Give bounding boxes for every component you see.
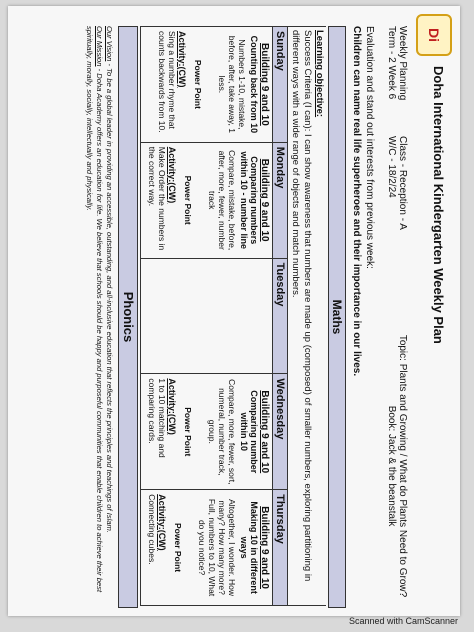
day-topic: Building 9 and 10 bbox=[259, 43, 270, 126]
day-column bbox=[141, 259, 287, 375]
class-label: Class - Reception - A bbox=[397, 136, 408, 230]
day-body bbox=[141, 374, 272, 489]
class-info bbox=[386, 136, 408, 256]
week-commencing-label: W/C - 18/2/24 bbox=[386, 136, 397, 198]
day-body bbox=[141, 143, 272, 258]
day-body bbox=[141, 27, 272, 142]
vision-line bbox=[104, 26, 114, 606]
day-powerpoint: Power Point bbox=[183, 407, 193, 457]
day-topic: Building 9 and 10 bbox=[259, 506, 270, 589]
day-activity-label: Activity:(CW) bbox=[157, 494, 167, 551]
day-subtopic: Making 10 in different ways bbox=[239, 501, 259, 594]
day-subtopic: Comparing numbers within 10 - number line bbox=[239, 151, 259, 249]
evaluation-line1: Evaluation and stand out interests from previous week: bbox=[364, 26, 375, 269]
day-column bbox=[141, 490, 287, 605]
plan-info bbox=[380, 26, 408, 606]
learning-objective-text: Success Criteria (I can): I can show awareness that numbers are made up (composed) of smaller numbers, exploring partitioning in different ways with a wide range of objects and match numbers. bbox=[290, 30, 313, 582]
day-powerpoint: Power Point bbox=[173, 523, 183, 573]
day-body bbox=[141, 259, 272, 374]
day-column bbox=[141, 143, 287, 259]
day-heading: Thursday bbox=[272, 490, 287, 605]
day-powerpoint: Power Point bbox=[193, 59, 203, 109]
day-heading: Tuesday bbox=[272, 259, 287, 374]
day-body bbox=[141, 490, 272, 605]
day-description: Compare, more, fewer, sort, numeral, number track, group. bbox=[207, 379, 237, 485]
maths-band: Maths bbox=[328, 26, 346, 608]
day-description: Compare, mistake, before, after, more, fewer, number track bbox=[207, 150, 237, 251]
term-week-label: Term - 2 Week 6 bbox=[386, 26, 397, 100]
day-heading: Sunday bbox=[272, 27, 287, 142]
vision-mission bbox=[84, 26, 114, 606]
day-heading: Wednesday bbox=[272, 374, 287, 489]
day-subtopic: Counting back from 10 bbox=[249, 35, 259, 134]
day-activity-label: Activity:(CW) bbox=[167, 378, 177, 435]
term-info bbox=[386, 26, 408, 126]
evaluation bbox=[350, 26, 376, 606]
school-title: Doha International Kindergarten Weekly Plan bbox=[431, 66, 446, 344]
school-logo bbox=[416, 14, 452, 56]
mission-label: Our Mission bbox=[95, 26, 104, 67]
day-activity-desc: Make Order the numbers in the correct way. bbox=[147, 146, 167, 251]
day-heading: Monday bbox=[272, 143, 287, 258]
vision-text: - To be a global leader in providing an accessible, outstanding, and all-inclusive education that reflects the principles and teachings of Islam. bbox=[105, 61, 114, 533]
day-activity-desc: Sing a number rhyme that counts backwards from 10. bbox=[157, 31, 177, 133]
document-page bbox=[8, 6, 460, 616]
mission-line bbox=[84, 26, 104, 606]
day-activity-desc: 1 to 10 matching and comparing cards. bbox=[147, 378, 167, 458]
learning-objective bbox=[288, 26, 326, 606]
mission-text: - Doha Academy offers an education for life. We believe that schools should be happy and purposeful communities that enable children to achieve their best spiritually, morally, socially, intellectually and physically. bbox=[85, 26, 104, 593]
day-subtopic: Comparing number within 10 bbox=[239, 390, 259, 474]
day-activity-desc: Connecting cubes. bbox=[147, 494, 157, 565]
phonics-band: Phonics bbox=[118, 26, 138, 608]
topic-info bbox=[386, 326, 408, 606]
learning-objective-label: Learning objective: bbox=[314, 30, 325, 118]
day-column bbox=[141, 374, 287, 490]
topic-label: Topic: Plants and Growing / What do Plants Need to Grow? bbox=[397, 334, 408, 598]
day-powerpoint: Power Point bbox=[183, 175, 193, 225]
vision-label: Our Vision bbox=[105, 26, 114, 62]
book-label: Book: Jack & the beanstalk bbox=[386, 405, 397, 527]
day-topic: Building 9 and 10 bbox=[259, 158, 270, 242]
days-grid bbox=[140, 26, 288, 606]
day-description: Altogether, I wonder. How many? How many more? Full, numbers to 10, What do you notice? bbox=[197, 498, 237, 597]
day-topic: Building 9 and 10 bbox=[259, 390, 270, 474]
day-activity-label: Activity:(CW) bbox=[177, 31, 187, 88]
logo-text: Di bbox=[426, 28, 442, 42]
weekly-planning-label: Weekly Planning bbox=[397, 26, 408, 101]
evaluation-line2: Children can name real life superheroes and their importance in our lives. bbox=[351, 26, 362, 377]
day-column bbox=[141, 27, 287, 143]
day-activity-label: Activity:(CW) bbox=[167, 146, 177, 204]
day-description: Numbers 1-10, mistake, before, after, take away, 1 less. bbox=[217, 35, 247, 133]
scanner-watermark: Scanned with CamScanner bbox=[348, 616, 458, 626]
rotated-sheet bbox=[8, 6, 460, 616]
